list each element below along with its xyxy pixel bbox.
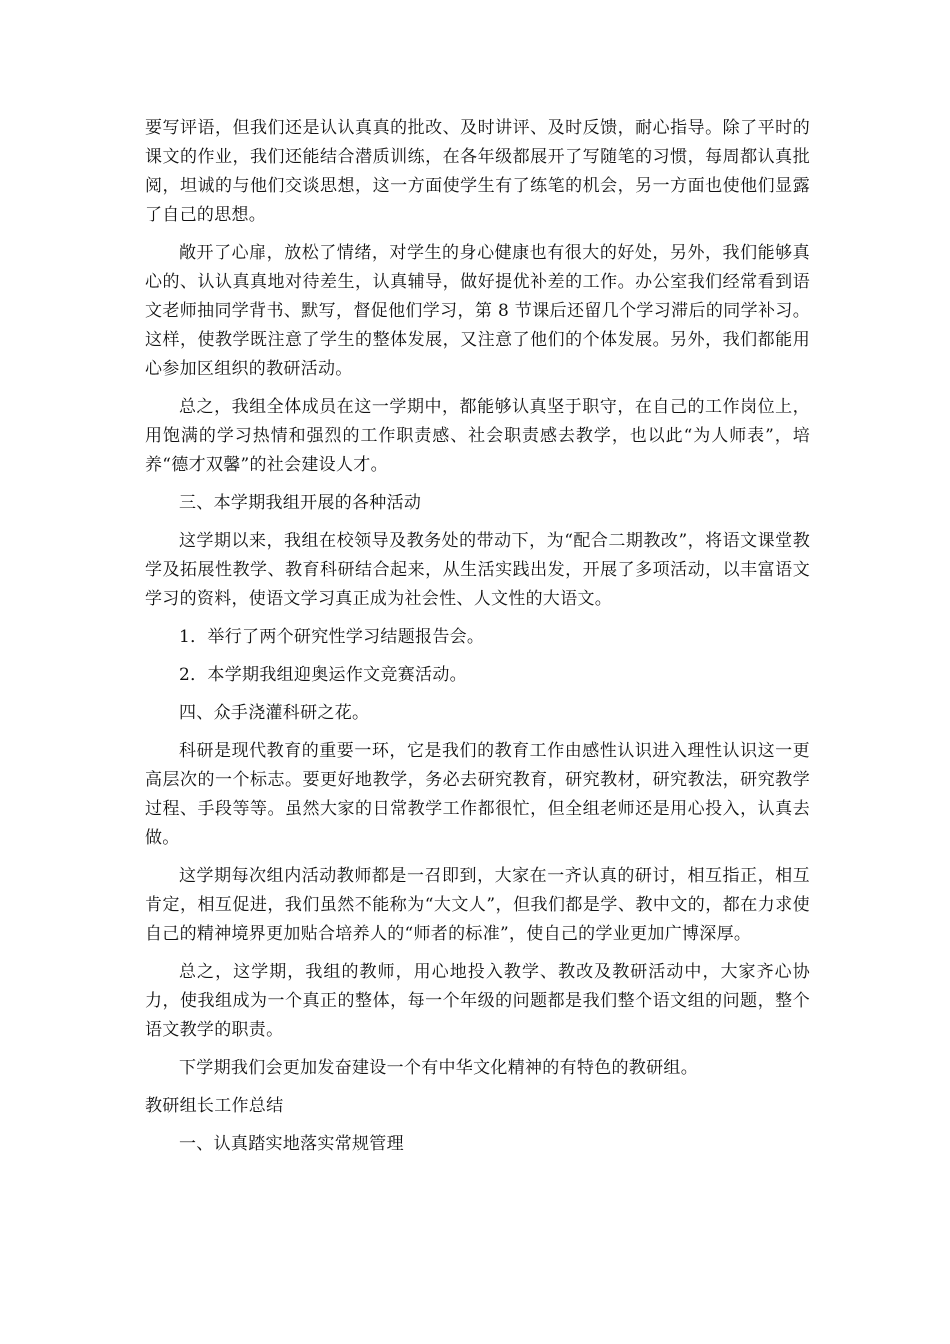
paragraph-group-meetings: 这学期每次组内活动教师都是一召即到，大家在一齐认真的研讨，相互指正，相互肯定，相互促进，我们虽然不能称为“大文人”，但我们都是学、教中文的，都在力求使自己的精神境界更加贴合培养人的“师者的标准”，使自己的学业更加广博深厚。 bbox=[145, 866, 810, 944]
paragraph-summary-duty: 总之，我组全体成员在这一学期中，都能够认真坚于职守，在自己的工作岗位上，用饱满的学习热情和强烈的工作职责感、社会职责感去教学，也以此“为人师表”，培养“德才双馨”的社会建设人才。 bbox=[145, 397, 810, 475]
list-item-research-report: 1．举行了两个研究性学习结题报告会。 bbox=[179, 627, 485, 647]
paragraph-term-summary: 总之，这学期，我组的教师，用心地投入教学、教改及教研活动中，大家齐心协力，使我组成为一个真正的整体，每一个年级的问题都是我们整个语文组的问题，整个语文教学的职责。 bbox=[145, 962, 810, 1040]
section-heading-research: 四、众手浇灌科研之花。 bbox=[179, 703, 370, 723]
paragraph-activities-intro: 这学期以来，我组在校领导及教务处的带动下，为“配合二期教改”，将语文课堂教学及拓展性教学、教育科研结合起来，从生活实践出发，开展了多项活动，以丰富语文学习的资料，使语文学习真正成为社会性、人文性的大语文。 bbox=[145, 531, 810, 609]
document-title-leader-summary: 教研组长工作总结 bbox=[145, 1096, 284, 1116]
document-body bbox=[145, 114, 810, 1168]
section-heading-activities: 三、本学期我组开展的各种活动 bbox=[179, 493, 422, 513]
paragraph-open-hearts: 敞开了心扉，放松了情绪，对学生的身心健康也有很大的好处，另外，我们能够真心的、认认真真地对待差生，认真辅导，做好提优补差的工作。办公室我们经常看到语文老师抽同学背书、默写，督促他们学习，第 8 节课后还留几个学习滞后的同学补习。这样，使教学既注意了学生的整体发展，又注意了他们的个体发展。另外，我们都能用心参加区组织的教研活动。 bbox=[145, 243, 810, 379]
paragraph-research-importance: 科研是现代教育的重要一环，它是我们的教育工作由感性认识进入理性认识这一更高层次的一个标志。要更好地教学，务必去研究教育，研究教材，研究教法，研究教学过程、手段等等。虽然大家的日常教学工作都很忙，但全组老师还是用心投入，认真去做。 bbox=[145, 741, 810, 848]
paragraph-next-term: 下学期我们会更加发奋建设一个有中华文化精神的有特色的教研组。 bbox=[179, 1058, 698, 1078]
paragraph-homework-review: 要写评语，但我们还是认认真真的批改、及时讲评、及时反馈，耐心指导。除了平时的课文的作业，我们还能结合潜质训练，在各年级都展开了写随笔的习惯，每周都认真批阅，坦诚的与他们交谈思想，这一方面使学生有了练笔的机会，另一方面也使他们显露了自己的思想。 bbox=[145, 118, 810, 225]
list-item-essay-contest: 2．本学期我组迎奥运作文竞赛活动。 bbox=[179, 665, 467, 685]
section-heading-routine-management: 一、认真踏实地落实常规管理 bbox=[179, 1134, 404, 1154]
